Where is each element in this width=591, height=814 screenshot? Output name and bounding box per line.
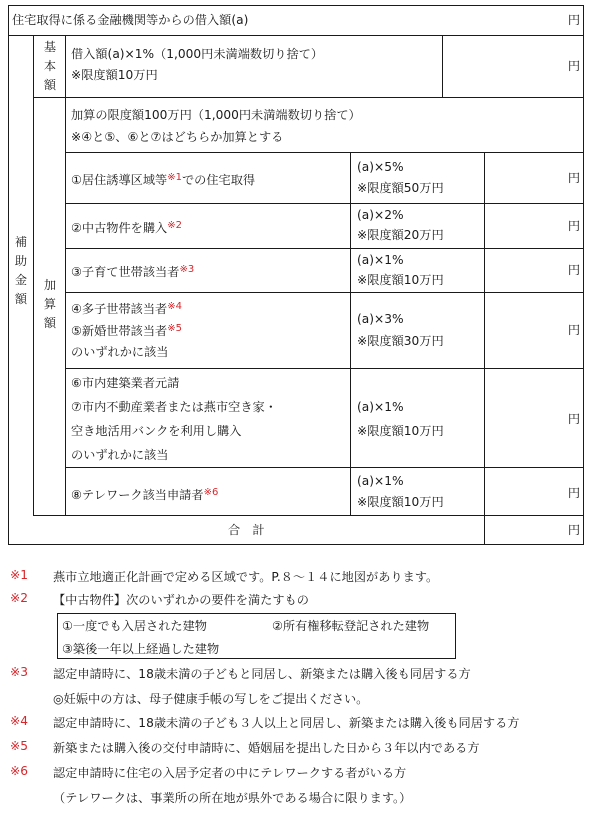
base-limit: ※限度額10万円 bbox=[71, 68, 158, 82]
requirement-item: ②所有権移転登記された建物 bbox=[272, 619, 430, 633]
note-text: 認定申請時に、18歳未満の子ども３人以上と同居し、新築または購入後も同居する方 bbox=[53, 716, 520, 730]
note-mark: ※1 bbox=[10, 568, 28, 582]
loan-label: 住宅取得に係る金融機関等からの借入額(a) bbox=[12, 13, 249, 27]
note-text: 認定申請時に住宅の入居予定者の中にテレワークする者がいる方 bbox=[53, 766, 407, 780]
note-mark: ※2 bbox=[10, 591, 28, 605]
item-rate: (a)×1% bbox=[357, 400, 404, 414]
item-limit: ※限度額20万円 bbox=[357, 228, 444, 242]
note-mark: ※6 bbox=[10, 764, 28, 778]
item-rate: (a)×5% bbox=[357, 160, 404, 174]
note-text: ◎妊娠中の方は、母子健康手帳の写しをご提出ください。 bbox=[53, 692, 369, 706]
yen-unit: 円 bbox=[567, 412, 580, 426]
note-mark: ※4 bbox=[10, 714, 28, 728]
item-child-rearing: ③子育て世帯該当者$^{※3}$ bbox=[71, 264, 195, 279]
yen-unit: 円 bbox=[567, 263, 580, 277]
yen-unit: 円 bbox=[567, 59, 580, 73]
addition-rule-line: ※④と⑤、⑥と⑦はどちらか加算とする bbox=[71, 130, 284, 144]
item-either-note: のいずれかに該当 bbox=[71, 345, 169, 359]
requirement-item: ③築後一年以上経過した建物 bbox=[62, 642, 220, 656]
addition-limit-line: 加算の限度額100万円（1,000円未満端数切り捨て） bbox=[71, 108, 361, 122]
item-large-family: ④多子世帯該当者$^{※4}$ bbox=[71, 301, 182, 316]
item-rate: (a)×1% bbox=[357, 253, 404, 267]
item-rate: (a)×1% bbox=[357, 474, 404, 488]
note-text: 燕市立地適正化計画で定める区域です。P.８～１４に地図があります。 bbox=[53, 570, 439, 584]
note-mark: ※5 bbox=[10, 739, 28, 753]
yen-unit: 円 bbox=[567, 13, 580, 27]
subsidy-label: 補助金額 bbox=[14, 235, 28, 306]
note-text: 認定申請時に、18歳未満の子どもと同居し、新築または購入後も同居する方 bbox=[53, 667, 471, 681]
item-limit: ※限度額30万円 bbox=[357, 334, 444, 348]
total-label: 合 計 bbox=[228, 523, 265, 537]
item-limit: ※限度額10万円 bbox=[357, 424, 444, 438]
base-formula: 借入額(a)×1%（1,000円未満端数切り捨て） bbox=[71, 47, 324, 61]
item-rate: (a)×3% bbox=[357, 312, 404, 326]
item-local-builder: ⑥市内建築業者元請 bbox=[71, 376, 180, 390]
requirement-item: ①一度でも入居された建物 bbox=[62, 619, 207, 633]
note-mark: ※3 bbox=[10, 665, 28, 679]
yen-unit: 円 bbox=[567, 171, 580, 185]
yen-unit: 円 bbox=[567, 486, 580, 500]
item-limit: ※限度額50万円 bbox=[357, 181, 444, 195]
addition-label: 加算額 bbox=[43, 278, 57, 330]
item-vacancy-bank: 空き地活用バンクを利用し購入 bbox=[71, 424, 242, 438]
item-local-realtor: ⑦市内不動産業者または燕市空き家・ bbox=[71, 400, 277, 414]
subsidy-table bbox=[8, 5, 584, 545]
yen-unit: 円 bbox=[567, 219, 580, 233]
note-text: 新築または購入後の交付申請時に、婚姻届を提出した日から３年以内である方 bbox=[53, 741, 480, 755]
item-rate: (a)×2% bbox=[357, 208, 404, 222]
note-text: （テレワークは、事業所の所在地が県外である場合に限ります。） bbox=[53, 791, 412, 805]
item-either-note: のいずれかに該当 bbox=[71, 448, 169, 462]
yen-unit: 円 bbox=[567, 523, 580, 537]
item-used-property: ②中古物件を購入$^{※2}$ bbox=[71, 220, 182, 235]
item-residence-area: ①居住誘導区域等$^{※1}$での住宅取得 bbox=[71, 172, 256, 187]
item-newlywed: ⑤新婚世帯該当者$^{※5}$ bbox=[71, 323, 182, 338]
item-telework: ⑧テレワーク該当申請者$^{※6}$ bbox=[71, 487, 219, 502]
base-label: 基本額 bbox=[43, 40, 57, 92]
yen-unit: 円 bbox=[567, 323, 580, 337]
item-limit: ※限度額10万円 bbox=[357, 495, 444, 509]
note-text: 【中古物件】次のいずれかの要件を満たすもの bbox=[53, 593, 309, 607]
item-limit: ※限度額10万円 bbox=[357, 273, 444, 287]
